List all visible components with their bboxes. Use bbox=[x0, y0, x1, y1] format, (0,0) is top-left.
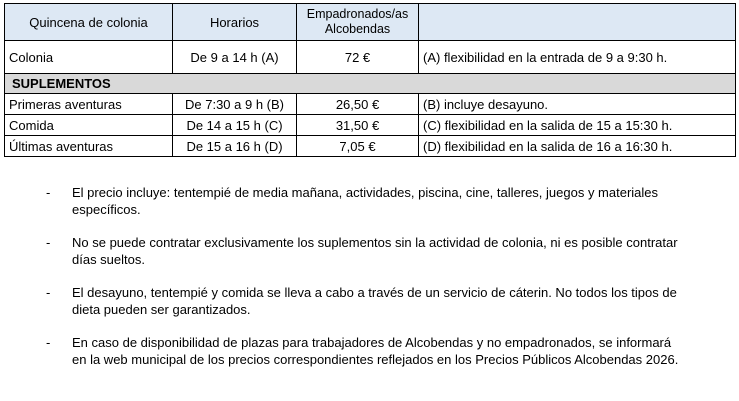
supplement-name: Últimas aventuras bbox=[5, 136, 173, 157]
header-horarios: Horarios bbox=[173, 4, 297, 41]
dash-bullet: - bbox=[46, 185, 51, 200]
supplement-hours: De 14 a 15 h (C) bbox=[173, 115, 297, 136]
section-label: SUPLEMENTOS bbox=[5, 74, 736, 94]
table-row-colonia bbox=[5, 41, 736, 74]
table-row bbox=[5, 115, 736, 136]
dash-bullet: - bbox=[46, 335, 51, 350]
supplement-price: 26,50 € bbox=[297, 94, 419, 115]
supplement-note: (D) flexibilidad en la salida de 16 a 16:30 h. bbox=[419, 136, 736, 157]
list-item bbox=[0, 234, 739, 268]
table-row bbox=[5, 136, 736, 157]
note-text: El precio incluye: tentempié de media mañana, actividades, piscina, cine, talleres, juegos y materiales específicos. bbox=[72, 185, 659, 217]
list-item bbox=[0, 284, 739, 318]
note-text: No se puede contratar exclusivamente los suplementos sin la actividad de colonia, ni es posible contratar días sueltos. bbox=[72, 235, 678, 267]
supplement-hours: De 7:30 a 9 h (B) bbox=[173, 94, 297, 115]
colonia-name: Colonia bbox=[5, 41, 173, 74]
price-table bbox=[4, 3, 736, 157]
section-row-suplementos bbox=[5, 74, 736, 94]
note-text: El desayuno, tentempié y comida se lleva a cabo a través de un servicio de cáterin. No todos los tipos de dieta pueden ser garantizados. bbox=[72, 285, 677, 317]
supplement-name: Primeras aventuras bbox=[5, 94, 173, 115]
table-row bbox=[5, 94, 736, 115]
header-notes bbox=[419, 4, 736, 41]
header-empadronados: Empadronados/as Alcobendas bbox=[297, 4, 419, 41]
dash-bullet: - bbox=[46, 285, 51, 300]
supplement-price: 7,05 € bbox=[297, 136, 419, 157]
note-text: En caso de disponibilidad de plazas para trabajadores de Alcobendas y no empadronados, se informará en la web municipal de los precios correspondientes reflejados en los Precios Públicos Alcobendas 2026. bbox=[72, 335, 679, 367]
supplement-name: Comida bbox=[5, 115, 173, 136]
colonia-price: 72 € bbox=[297, 41, 419, 74]
table-header-row bbox=[5, 4, 736, 41]
supplement-note: (C) flexibilidad en la salida de 15 a 15:30 h. bbox=[419, 115, 736, 136]
list-item bbox=[0, 184, 739, 218]
list-item bbox=[0, 334, 739, 368]
supplement-price: 31,50 € bbox=[297, 115, 419, 136]
supplement-hours: De 15 a 16 h (D) bbox=[173, 136, 297, 157]
colonia-note: (A) flexibilidad en la entrada de 9 a 9:30 h. bbox=[419, 41, 736, 74]
supplement-note: (B) incluye desayuno. bbox=[419, 94, 736, 115]
colonia-hours: De 9 a 14 h (A) bbox=[173, 41, 297, 74]
notes-list bbox=[0, 184, 739, 384]
dash-bullet: - bbox=[46, 235, 51, 250]
header-quincena: Quincena de colonia bbox=[5, 4, 173, 41]
